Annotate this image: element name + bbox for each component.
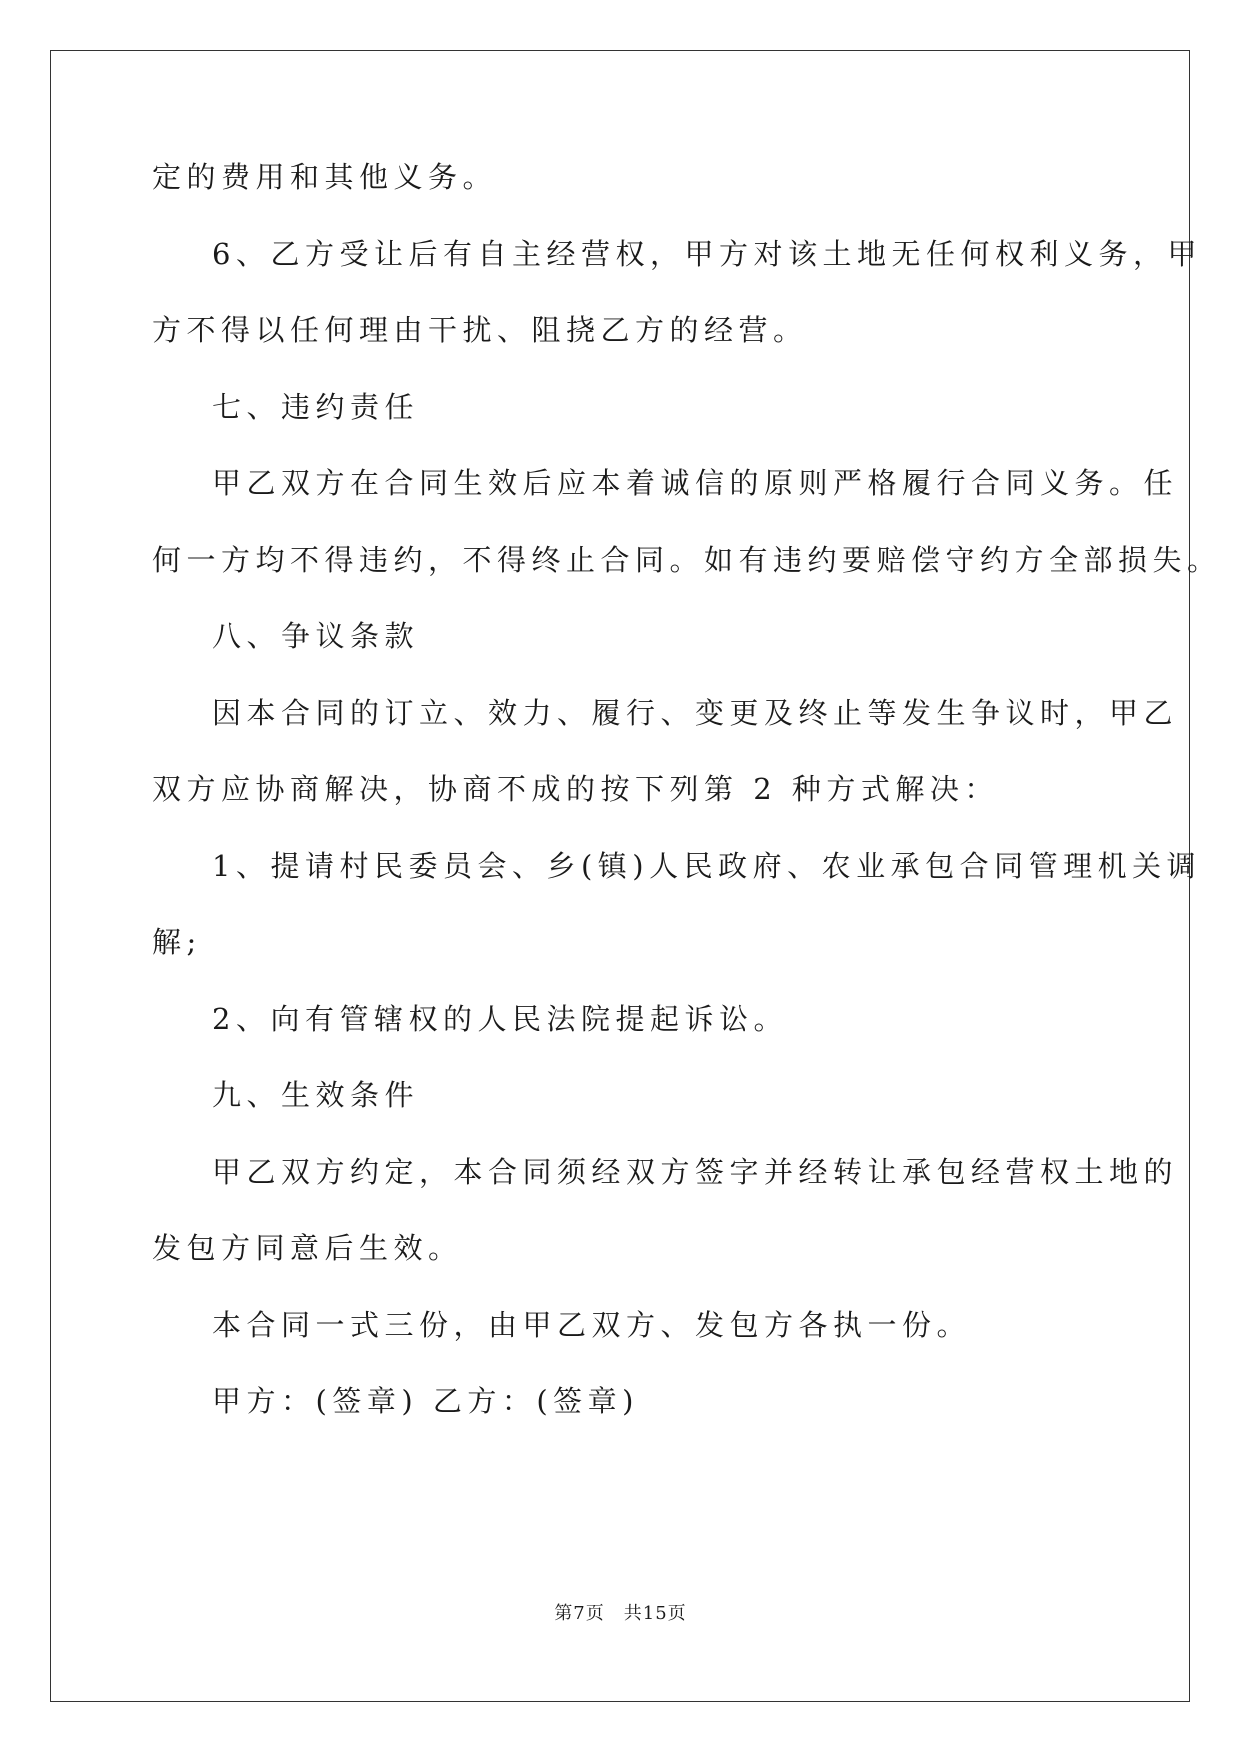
- section-heading: 九、生效条件: [212, 1078, 420, 1112]
- signature-line: 甲方：(签章) 乙方：(签章): [212, 1384, 639, 1418]
- paragraph-line: 方不得以任何理由干扰、阻挠乙方的经营。: [152, 313, 808, 347]
- paragraph-line: 2、向有管辖权的人民法院提起诉讼。: [212, 1002, 788, 1036]
- paragraph-line: 解;: [152, 925, 202, 959]
- page-indicator: 第7页 共15页: [554, 1603, 687, 1624]
- paragraph-line: 何一方均不得违约，不得终止合同。如有违约要赔偿守约方全部损失。: [152, 543, 1222, 577]
- paragraph-line: 定的费用和其他义务。: [152, 160, 498, 194]
- paragraph-line: 甲乙双方约定，本合同须经双方签字并经转让承包经营权土地的: [212, 1155, 1179, 1189]
- section-heading: 七、违约责任: [212, 390, 420, 424]
- paragraph-line: 因本合同的订立、效力、履行、变更及终止等发生争议时，甲乙: [212, 696, 1179, 730]
- paragraph-line: 6、乙方受让后有自主经营权，甲方对该土地无任何权利义务，甲: [212, 237, 1202, 271]
- section-heading: 八、争议条款: [212, 619, 420, 653]
- paragraph-line: 双方应协商解决，协商不成的按下列第 2 种方式解决：: [152, 772, 999, 806]
- paragraph-line: 发包方同意后生效。: [152, 1231, 463, 1265]
- paragraph-line: 1、提请村民委员会、乡(镇)人民政府、农业承包合同管理机关调: [212, 849, 1202, 883]
- paragraph-line: 本合同一式三份，由甲乙双方、发包方各执一份。: [212, 1308, 972, 1342]
- paragraph-line: 甲乙双方在合同生效后应本着诚信的原则严格履行合同义务。任: [212, 466, 1179, 500]
